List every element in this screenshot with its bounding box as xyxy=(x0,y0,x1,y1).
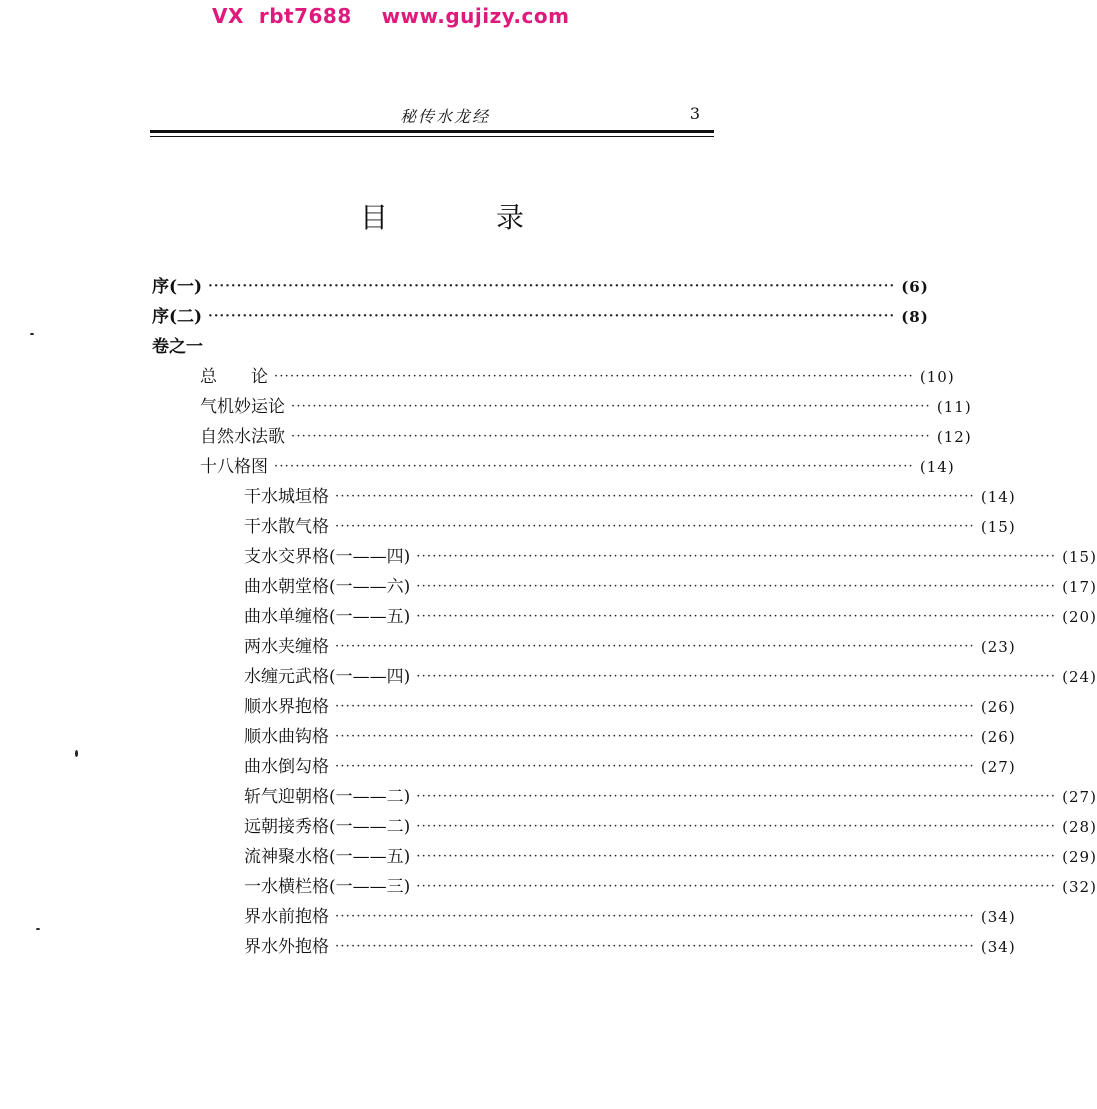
toc-entry-label: 总 论 xyxy=(200,367,268,387)
header-rule-thick xyxy=(150,130,714,133)
dot-leader: ························································································································ xyxy=(416,579,1057,594)
toc-entry[interactable] xyxy=(200,363,955,391)
toc-subentry[interactable] xyxy=(244,633,1016,661)
toc-title: 目 录 xyxy=(360,201,565,234)
toc-entry-label: 界水前抱格 xyxy=(244,907,329,927)
toc-subentry[interactable] xyxy=(244,753,1016,781)
toc-entry-page: (6) xyxy=(901,278,929,296)
toc-subentry[interactable] xyxy=(244,813,1097,841)
dot-leader: ························································································································ xyxy=(335,909,975,924)
toc-entry[interactable] xyxy=(200,423,972,451)
toc-entry-page: (26) xyxy=(980,728,1016,746)
toc-entry-page: (32) xyxy=(1062,878,1097,896)
dot-leader: ························································································································ xyxy=(416,549,1057,564)
toc-entry-label: 自然水法歌 xyxy=(200,427,285,447)
dot-leader: ························································································································ xyxy=(274,459,914,474)
dot-leader: ························································································································ xyxy=(335,489,975,504)
dot-leader: ························································································································ xyxy=(335,759,975,774)
toc-entry-label: 曲水单缠格(一——五) xyxy=(244,607,411,627)
dot-leader: ························································································································ xyxy=(416,849,1057,864)
toc-entry-page: (20) xyxy=(1062,608,1097,626)
toc-subentry[interactable] xyxy=(244,723,1016,751)
toc-subentry[interactable] xyxy=(244,663,1097,691)
scan-speck xyxy=(30,333,34,335)
toc-subentry[interactable] xyxy=(244,513,1016,541)
toc-entry-label: 顺水界抱格 xyxy=(244,697,329,717)
dot-leader: ························································································································ xyxy=(335,519,975,534)
toc-entry-page: (34) xyxy=(980,908,1016,926)
dot-leader: ························································································································ xyxy=(416,819,1057,834)
dot-leader: ························································································································ xyxy=(416,669,1057,684)
dot-leader: ························································································································ xyxy=(335,699,975,714)
dot-leader: ························································································································ xyxy=(208,309,896,324)
toc-entry-page: (15) xyxy=(1062,548,1097,566)
toc-entry-label: 序(二) xyxy=(152,307,203,327)
toc-entry-page: (28) xyxy=(1062,818,1097,836)
page-number: 3 xyxy=(689,104,700,123)
toc-entry-label: 十八格图 xyxy=(200,457,268,477)
toc-entry-page: (15) xyxy=(980,518,1016,536)
dot-leader: ························································································································ xyxy=(291,429,931,444)
toc-entry-page: (29) xyxy=(1062,848,1097,866)
toc-subentry[interactable] xyxy=(244,873,1097,901)
toc-entry-page: (14) xyxy=(919,458,955,476)
toc-entry-page: (26) xyxy=(980,698,1016,716)
toc-section-label: 卷之一 xyxy=(152,337,203,357)
toc-subentry[interactable] xyxy=(244,933,1016,961)
toc-entry-label: 支水交界格(一——四) xyxy=(244,547,411,567)
toc-subentry[interactable] xyxy=(244,483,1016,511)
dot-leader: ························································································································ xyxy=(208,279,896,294)
toc-subentry[interactable] xyxy=(244,573,1097,601)
dot-leader: ························································································································ xyxy=(291,399,931,414)
toc-entry-label: 一水横栏格(一——三) xyxy=(244,877,411,897)
toc-subentry[interactable] xyxy=(244,783,1097,811)
dot-leader: ························································································································ xyxy=(416,879,1057,894)
dot-leader: ························································································································ xyxy=(416,789,1057,804)
toc-entry-page: (8) xyxy=(901,308,929,326)
toc-entry-page: (24) xyxy=(1062,668,1097,686)
dot-leader: ························································································································ xyxy=(416,609,1057,624)
toc-entry-page: (11) xyxy=(936,398,972,416)
toc-entry-label: 曲水倒勾格 xyxy=(244,757,329,777)
scan-speck xyxy=(75,750,78,757)
toc-entry-page: (17) xyxy=(1062,578,1097,596)
toc-entry-label: 远朝接秀格(一——二) xyxy=(244,817,411,837)
book-title: 秘传水龙经 xyxy=(400,107,491,126)
toc-entry-label: 干水散气格 xyxy=(244,517,329,537)
toc-entry-page: (23) xyxy=(980,638,1016,656)
toc-entry[interactable] xyxy=(200,453,955,481)
header-rule-thin xyxy=(150,136,714,137)
toc-subentry[interactable] xyxy=(244,603,1097,631)
toc-entry-preface-2[interactable] xyxy=(152,303,929,331)
toc-entry-page: (10) xyxy=(919,368,955,386)
toc-entry-label: 界水外抱格 xyxy=(244,937,329,957)
toc-entry-label: 斩气迎朝格(一——二) xyxy=(244,787,411,807)
dot-leader: ························································································································ xyxy=(335,729,975,744)
toc-subentry[interactable] xyxy=(244,693,1016,721)
running-header xyxy=(150,104,714,126)
toc-entry-page: (34) xyxy=(980,938,1016,956)
dot-leader: ························································································································ xyxy=(335,939,975,954)
toc-entry-label: 流神聚水格(一——五) xyxy=(244,847,411,867)
toc-entry-label: 顺水曲钩格 xyxy=(244,727,329,747)
toc-entry-page: (14) xyxy=(980,488,1016,506)
toc-entry-page: (12) xyxy=(936,428,972,446)
watermark: VX rbt7688 www.gujizy.com xyxy=(212,4,570,28)
scan-speck xyxy=(36,928,40,930)
toc-entry-label: 气机妙运论 xyxy=(200,397,285,417)
toc-entry-label: 两水夹缠格 xyxy=(244,637,329,657)
toc-entry[interactable] xyxy=(200,393,972,421)
toc-entry-preface-1[interactable] xyxy=(152,273,929,301)
toc-entry-page: (27) xyxy=(980,758,1016,776)
toc-entry-label: 曲水朝堂格(一——六) xyxy=(244,577,411,597)
toc-subentry[interactable] xyxy=(244,543,1097,571)
toc-entry-label: 干水城垣格 xyxy=(244,487,329,507)
toc-entry-label: 水缠元武格(一——四) xyxy=(244,667,411,687)
dot-leader: ························································································································ xyxy=(274,369,914,384)
toc-entry-label: 序(一) xyxy=(152,277,203,297)
toc-subentry[interactable] xyxy=(244,843,1097,871)
dot-leader: ························································································································ xyxy=(335,639,975,654)
toc-section-heading xyxy=(152,333,352,361)
toc-subentry[interactable] xyxy=(244,903,1016,931)
toc-entry-page: (27) xyxy=(1062,788,1097,806)
